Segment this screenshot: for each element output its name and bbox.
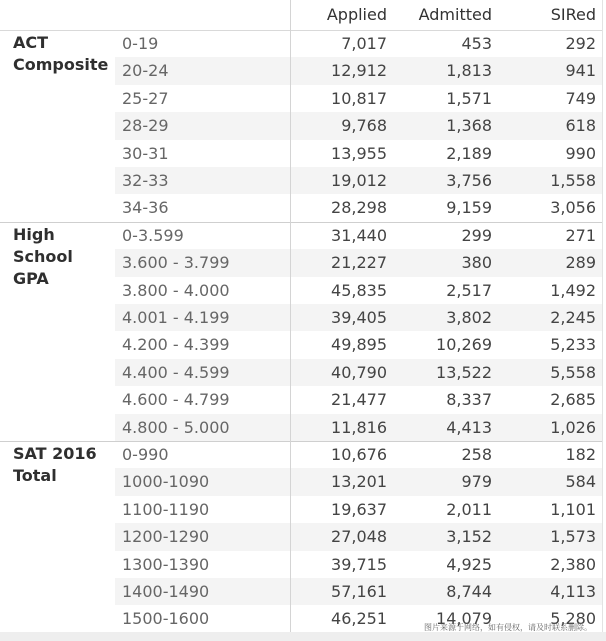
row-band-label: 25-27 bbox=[122, 88, 169, 108]
table-row[interactable] bbox=[115, 468, 602, 495]
admitted-value: 3,756 bbox=[446, 171, 492, 190]
applied-value: 39,405 bbox=[331, 308, 387, 327]
table-header bbox=[0, 0, 602, 31]
applied-value: 10,817 bbox=[331, 88, 387, 108]
sired-value: 182 bbox=[565, 445, 596, 464]
sired-value: 990 bbox=[565, 143, 596, 163]
table-right-edge bbox=[602, 0, 603, 632]
column-header-applied[interactable]: Applied bbox=[326, 5, 387, 24]
row-band-label: 4.400 - 4.599 bbox=[122, 362, 230, 382]
group-label-line: GPA bbox=[13, 268, 49, 288]
table-row[interactable] bbox=[115, 222, 602, 249]
group-label-line: High School bbox=[13, 224, 73, 266]
table-row[interactable] bbox=[115, 194, 602, 221]
sired-value: 292 bbox=[565, 34, 596, 53]
row-band-label: 4.600 - 4.799 bbox=[122, 390, 230, 410]
admitted-value: 453 bbox=[461, 34, 492, 53]
admitted-value: 979 bbox=[461, 472, 492, 492]
sired-value: 5,280 bbox=[550, 609, 596, 629]
table-row[interactable] bbox=[115, 304, 602, 331]
applied-value: 49,895 bbox=[331, 335, 387, 355]
applied-value: 40,790 bbox=[331, 362, 387, 382]
admitted-value: 8,337 bbox=[446, 390, 492, 410]
sired-value: 1,492 bbox=[550, 280, 596, 300]
table-row[interactable] bbox=[115, 140, 602, 167]
sired-value: 1,026 bbox=[550, 417, 596, 437]
admitted-value: 4,413 bbox=[446, 417, 492, 437]
table-row[interactable] bbox=[115, 386, 602, 413]
table-row[interactable] bbox=[115, 523, 602, 550]
group-label bbox=[13, 224, 113, 290]
row-band-label: 1100-1190 bbox=[122, 499, 210, 519]
applied-value: 12,912 bbox=[331, 61, 387, 81]
sired-value: 4,113 bbox=[550, 582, 596, 601]
sired-value: 749 bbox=[565, 88, 596, 108]
column-header-admitted[interactable]: Admitted bbox=[418, 5, 492, 24]
applied-value: 10,676 bbox=[331, 445, 387, 464]
row-band-label: 0-990 bbox=[122, 445, 169, 464]
applied-value: 7,017 bbox=[341, 34, 387, 53]
group-label-line: SAT 2016 bbox=[13, 444, 97, 463]
table-row[interactable] bbox=[115, 112, 602, 139]
admitted-value: 4,925 bbox=[446, 554, 492, 574]
table-row[interactable] bbox=[115, 359, 602, 386]
row-band-label: 30-31 bbox=[122, 143, 169, 163]
admitted-value: 299 bbox=[461, 225, 492, 245]
admitted-value: 2,517 bbox=[446, 280, 492, 300]
applied-value: 21,477 bbox=[331, 390, 387, 410]
admitted-value: 9,159 bbox=[446, 198, 492, 218]
group-label-line: ACT bbox=[13, 33, 49, 52]
table-row[interactable] bbox=[115, 331, 602, 358]
row-band-label: 34-36 bbox=[122, 198, 169, 218]
row-band-label: 20-24 bbox=[122, 61, 169, 81]
group-label-line: Composite bbox=[13, 55, 109, 74]
applied-value: 13,201 bbox=[331, 472, 387, 492]
watermark-text: 图片来源于网络，如有侵权，请及时联系删除。 bbox=[424, 623, 592, 632]
row-band-label: 1400-1490 bbox=[122, 582, 210, 601]
admitted-value: 1,571 bbox=[446, 88, 492, 108]
applied-value: 21,227 bbox=[331, 253, 387, 273]
row-band-label: 4.001 - 4.199 bbox=[122, 308, 230, 327]
applied-value: 9,768 bbox=[341, 116, 387, 136]
admitted-value: 14,079 bbox=[436, 609, 492, 629]
sired-value: 271 bbox=[565, 225, 596, 245]
group-label bbox=[13, 32, 113, 76]
row-band-label: 0-19 bbox=[122, 34, 159, 53]
row-band-label: 1200-1290 bbox=[122, 527, 210, 547]
sired-value: 2,245 bbox=[550, 308, 596, 327]
table-row[interactable] bbox=[115, 414, 602, 441]
table-row[interactable] bbox=[115, 30, 602, 57]
admitted-value: 1,813 bbox=[446, 61, 492, 81]
table-row[interactable] bbox=[115, 441, 602, 468]
table-row[interactable] bbox=[115, 496, 602, 523]
sired-value: 1,101 bbox=[550, 499, 596, 519]
sired-value: 5,558 bbox=[550, 362, 596, 382]
sired-value: 618 bbox=[565, 116, 596, 136]
applied-value: 39,715 bbox=[331, 554, 387, 574]
table-row[interactable] bbox=[115, 167, 602, 194]
row-band-label: 4.800 - 5.000 bbox=[122, 417, 230, 437]
row-band-label: 28-29 bbox=[122, 116, 169, 136]
applied-value: 45,835 bbox=[331, 280, 387, 300]
applied-value: 28,298 bbox=[331, 198, 387, 218]
applied-value: 11,816 bbox=[331, 417, 387, 437]
row-band-label: 4.200 - 4.399 bbox=[122, 335, 230, 355]
row-band-label: 1500-1600 bbox=[122, 609, 210, 629]
sired-value: 1,573 bbox=[550, 527, 596, 547]
table-row[interactable] bbox=[115, 249, 602, 276]
admitted-value: 8,744 bbox=[446, 582, 492, 601]
applied-value: 31,440 bbox=[331, 225, 387, 245]
row-band-label: 32-33 bbox=[122, 171, 169, 190]
table-row[interactable] bbox=[115, 57, 602, 84]
sired-value: 1,558 bbox=[550, 171, 596, 190]
table-row[interactable] bbox=[115, 578, 602, 605]
sired-value: 941 bbox=[565, 61, 596, 81]
row-band-label: 1000-1090 bbox=[122, 472, 210, 492]
sired-value: 289 bbox=[565, 253, 596, 273]
sired-value: 5,233 bbox=[550, 335, 596, 355]
sired-value: 584 bbox=[565, 472, 596, 492]
applied-value: 27,048 bbox=[331, 527, 387, 547]
admitted-value: 258 bbox=[461, 445, 492, 464]
admitted-value: 3,802 bbox=[446, 308, 492, 327]
column-divider bbox=[290, 0, 291, 632]
applied-value: 46,251 bbox=[331, 609, 387, 629]
applied-value: 19,012 bbox=[331, 171, 387, 190]
row-band-label: 0-3.599 bbox=[122, 225, 184, 245]
admitted-value: 2,011 bbox=[446, 499, 492, 519]
row-band-label: 1300-1390 bbox=[122, 554, 210, 574]
bottom-strip bbox=[0, 632, 606, 641]
admitted-value: 13,522 bbox=[436, 362, 492, 382]
table-row[interactable] bbox=[115, 277, 602, 304]
applied-value: 13,955 bbox=[331, 143, 387, 163]
sired-value: 2,685 bbox=[550, 390, 596, 410]
row-band-label: 3.800 - 4.000 bbox=[122, 280, 230, 300]
table-row[interactable] bbox=[115, 551, 602, 578]
table-row[interactable] bbox=[115, 85, 602, 112]
admitted-value: 2,189 bbox=[446, 143, 492, 163]
admitted-value: 380 bbox=[461, 253, 492, 273]
group-label bbox=[13, 443, 113, 487]
applied-value: 57,161 bbox=[331, 582, 387, 601]
row-band-label: 3.600 - 3.799 bbox=[122, 253, 230, 273]
group-label-line: Total bbox=[13, 466, 57, 485]
sired-value: 3,056 bbox=[550, 198, 596, 218]
column-header-sired[interactable]: SIRed bbox=[550, 5, 596, 24]
admitted-value: 10,269 bbox=[436, 335, 492, 355]
admitted-value: 1,368 bbox=[446, 116, 492, 136]
sired-value: 2,380 bbox=[550, 554, 596, 574]
admitted-value: 3,152 bbox=[446, 527, 492, 547]
applied-value: 19,637 bbox=[331, 499, 387, 519]
